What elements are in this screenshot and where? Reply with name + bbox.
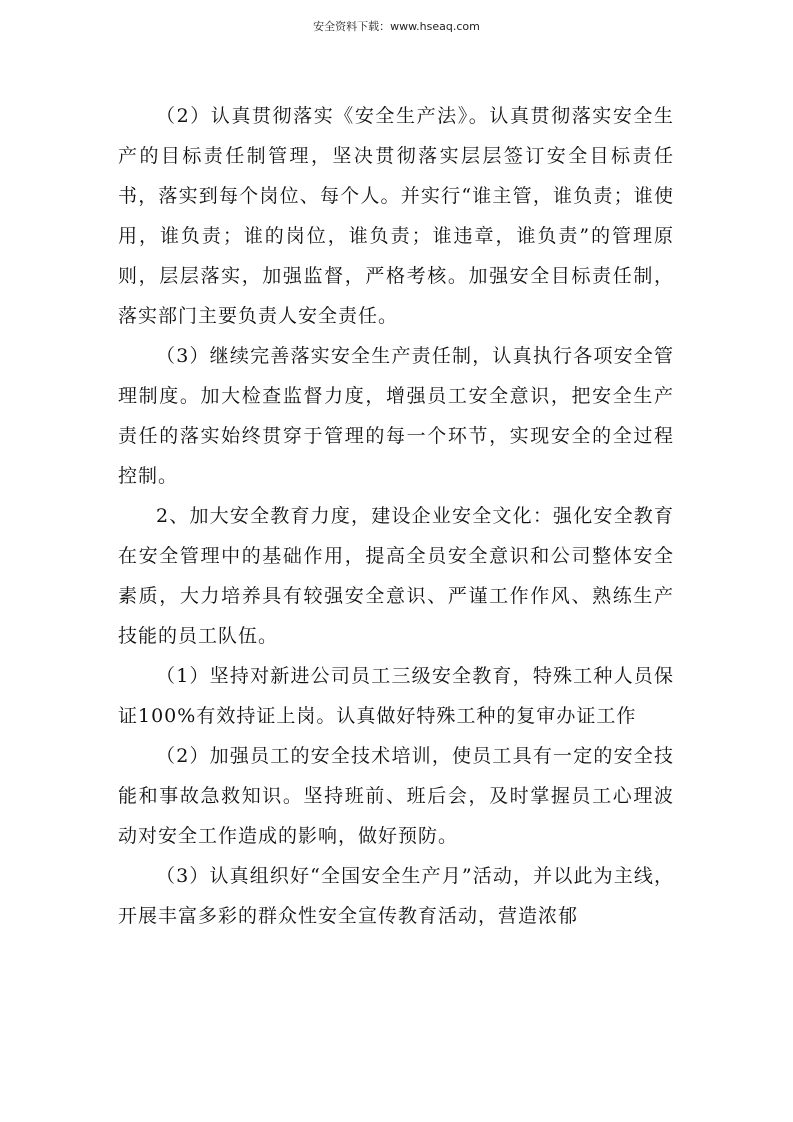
paragraph-responsibility-law: （2）认真贯彻落实《安全生产法》。认真贯彻落实安全生产的目标责任制管理，坚决贯彻落实层层签订安全目标责任书，落实到每个岗位、每个人。并实行“谁主管，谁负责；谁使用，谁负责；谁的岗位，谁负责；谁违章，谁负责”的管理原则，层层落实，加强监督，严格考核。加强安全目标责任制，落实部门主要负责人安全责任。 (118, 105, 674, 327)
document-body (118, 96, 674, 936)
page-header: 安全资料下载：www.hseaq.com (313, 20, 480, 33)
paragraph-safety-month: （3）认真组织好“全国安全生产月”活动，并以此为主线，开展丰富多彩的群众性安全宣传教育活动，营造浓郁 (118, 865, 674, 927)
paragraph-technical-training: （2）加强员工的安全技术培训，使员工具有一定的安全技能和事故急救知识。坚持班前、班后会，及时掌握员工心理波动对安全工作造成的影响，做好预防。 (118, 745, 674, 847)
paragraph-responsibility-system: （3）继续完善落实安全生产责任制，认真执行各项安全管理制度。加大检查监督力度，增强员工安全意识，把安全生产责任的落实始终贯穿于管理的每一个环节，实现安全的全过程控制。 (118, 345, 674, 487)
paragraph-safety-education: 2、加大安全教育力度，建设企业安全文化：强化安全教育在安全管理中的基础作用，提高全员安全意识和公司整体安全素质，大力培养具有较强安全意识、严谨工作作风、熟练生产技能的员工队伍。 (118, 505, 674, 647)
paragraph-new-employee-training: （1）坚持对新进公司员工三级安全教育，特殊工种人员保证100%有效持证上岗。认真做好特殊工种的复审办证工作 (118, 665, 674, 727)
